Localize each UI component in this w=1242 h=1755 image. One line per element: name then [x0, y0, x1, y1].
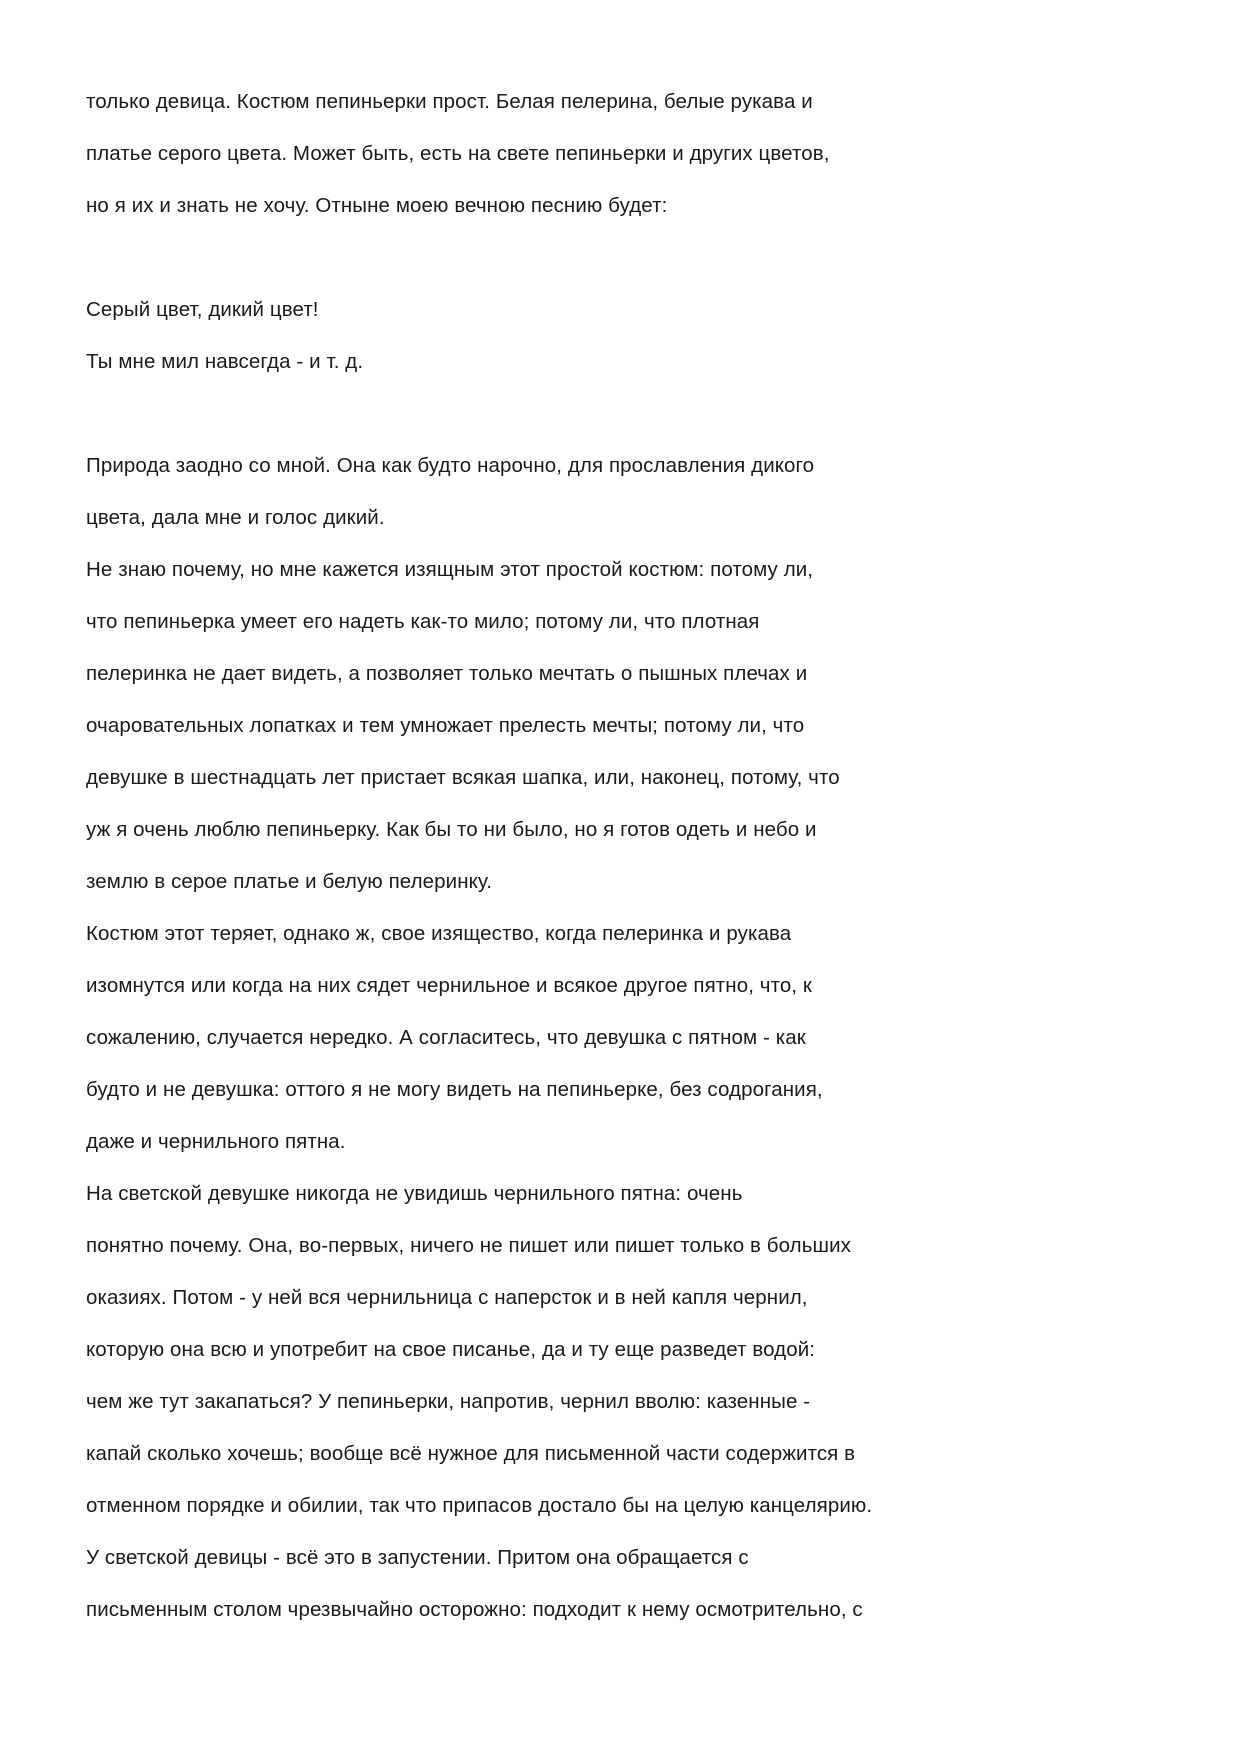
text-line: письменным столом чрезвычайно осторожно: подходит к нему осмотрительно, с: [86, 1598, 863, 1621]
text-line: уж я очень люблю пепиньерку. Как бы то ни было, но я готов одеть и небо и: [86, 818, 817, 841]
text-line: На светской девушке никогда не увидишь чернильного пятна: очень: [86, 1182, 743, 1205]
text-line: Природа заодно со мной. Она как будто нарочно, для прославления дикого: [86, 454, 815, 477]
blank-line: [86, 388, 1086, 440]
text-line: будто и не девушка: оттого я не могу видеть на пепиньерке, без содрогания,: [86, 1078, 823, 1101]
text-line: капай сколько хочешь; вообще всё нужное для письменной части содержится в: [86, 1442, 856, 1465]
text-line: но я их и знать не хочу. Отныне моею вечною песнию будет:: [86, 194, 668, 217]
text-line: Не знаю почему, но мне кажется изящным этот простой костюм: потому ли,: [86, 558, 814, 581]
text-line: чем же тут закапаться? У пепиньерки, напротив, чернил вволю: казенные -: [86, 1390, 811, 1413]
text-line: понятно почему. Она, во-первых, ничего не пишет или пишет только в больших: [86, 1234, 851, 1257]
text-line: У светской девицы - всё это в запустении. Притом она обращается с: [86, 1546, 749, 1569]
text-line: оказиях. Потом - у ней вся чернильница с наперсток и в ней капля чернил,: [86, 1286, 808, 1309]
blank-line: [86, 232, 1086, 284]
text-line: изомнутся или когда на них сядет чернильное и всякое другое пятно, что, к: [86, 974, 813, 997]
text-line: Костюм этот теряет, однако ж, свое изящество, когда пелеринка и рукава: [86, 922, 792, 945]
text-line: землю в серое платье и белую пелеринку.: [86, 870, 493, 893]
text-line: цвета, дала мне и голос дикий.: [86, 506, 385, 529]
text-line: очаровательных лопатках и тем умножает прелесть мечты; потому ли, что: [86, 714, 805, 737]
verse-line: Ты мне мил навсегда - и т. д.: [86, 350, 364, 373]
text-line: девушке в шестнадцать лет пристает всякая шапка, или, наконец, потому, что: [86, 766, 840, 789]
text-line: пелеринка не дает видеть, а позволяет только мечтать о пышных плечах и: [86, 662, 808, 685]
text-line: платье серого цвета. Может быть, есть на свете пепиньерки и других цветов,: [86, 142, 830, 165]
document-page: [86, 76, 1086, 1636]
text-line: что пепиньерка умеет его надеть как-то мило; потому ли, что плотная: [86, 610, 760, 633]
text-line: которую она всю и употребит на свое писанье, да и ту еще разведет водой:: [86, 1338, 816, 1361]
text-line: сожалению, случается нередко. А согласитесь, что девушка с пятном - как: [86, 1026, 806, 1049]
verse-line: Серый цвет, дикий цвет!: [86, 298, 319, 321]
text-line: только девица. Костюм пепиньерки прост. Белая пелерина, белые рукава и: [86, 90, 813, 113]
text-line: даже и чернильного пятна.: [86, 1130, 346, 1153]
text-line: отменном порядке и обилии, так что припасов достало бы на целую канцелярию.: [86, 1494, 873, 1517]
